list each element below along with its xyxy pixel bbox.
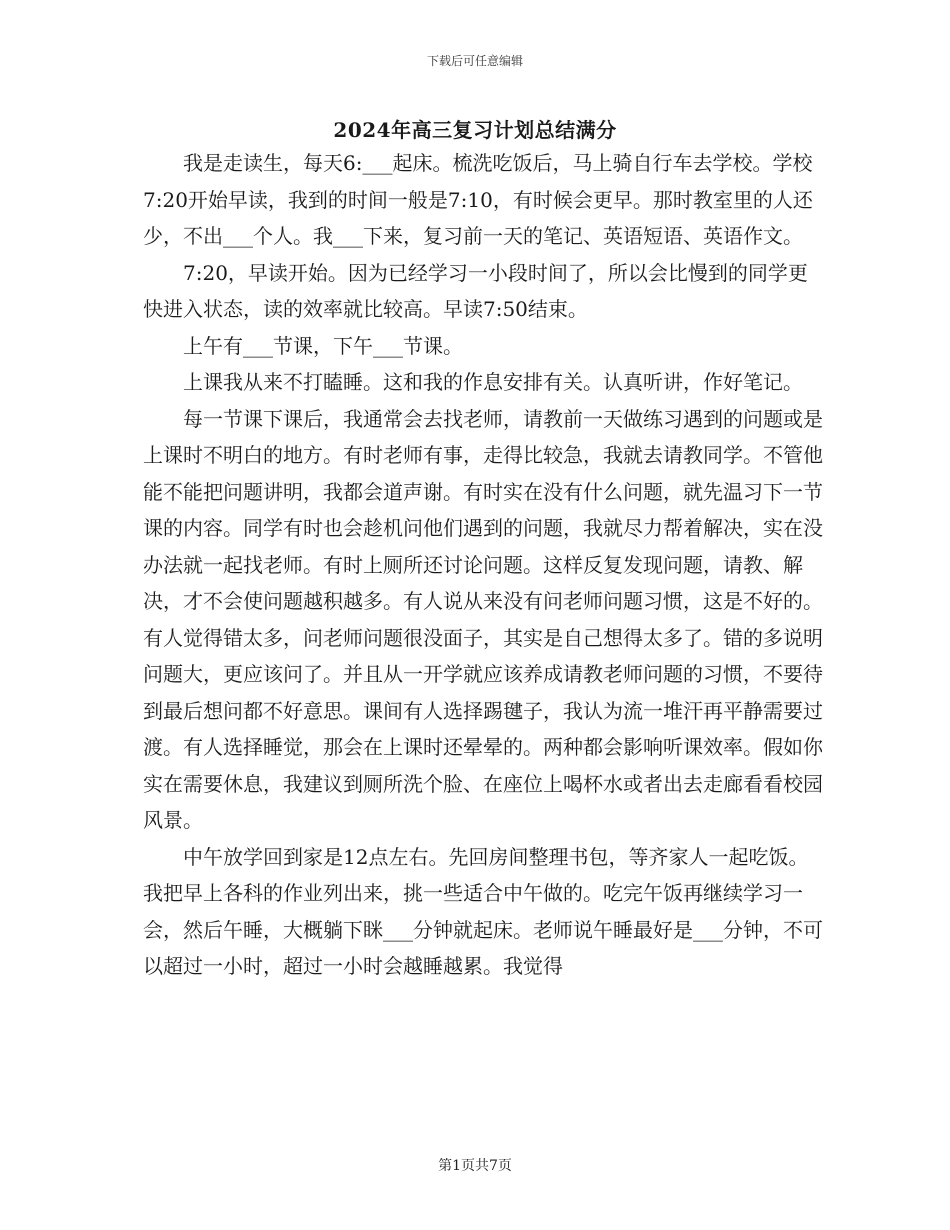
paragraph: 上午有___节课，下午___节课。	[183, 333, 463, 358]
paragraph: 每一节课下课后，我通常会去找老师，请教前一天做练习遇到的问题或是上课时不明白的地方。有时老师有事，走得比较急，我就去请教同学。不管他能不能把问题讲明，我都会道声谢。有时实在没有什么问题，就先温习下一节课的内容。同学有时也会趁机问他们遇到的问题，我就尽力帮着解决，实在没办法就一起找老师。有时上厕所还讨论问题。这样反复发现问题，请教、解决，才不会使问题越积越多。有人说从来没有问老师问题习惯，这是不好的。有人觉得错太多，问老师问题很没面子，其实是自己想得太多了。错的多说明问题大，更应该问了。并且从一开学就应该养成请教老师问题的习惯，不要待到最后想问都不好意思。课间有人选择踢毽子，我认为流一堆汗再平静需要过渡。有人选择睡觉，那会在上课时还晕晕的。两种都会影响听课效率。假如你实在需要休息，我建议到厕所洗个脸、在座位上喝杯水或者出去走廊看看校园风景。	[143, 406, 823, 832]
document-body	[143, 145, 823, 985]
paragraph: 我是走读生，每天6:___起床。梳洗吃饭后，马上骑自行车去学校。学校7:20开始早读，我到的时间一般是7:10，有时候会更早。那时教室里的人还少，不出___个人。我___下来，复习前一天的笔记、英语短语、英语作文。	[143, 151, 813, 248]
header-note: 下载后可任意编辑	[426, 54, 523, 68]
page-number-footer: 第1页共7页	[438, 1158, 512, 1174]
paragraph: 中午放学回到家是12点左右。先回房间整理书包，等齐家人一起吃饭。我把早上各科的作业列出来，挑一些适合中午做的。吃完午饭再继续学习一会，然后午睡，大概躺下眯___分钟就起床。老师说午睡最好是___分钟，不可以超过一小时，超过一小时会越睡越累。我觉得	[143, 844, 823, 978]
paragraph: 上课我从来不打瞌睡。这和我的作息安排有关。认真听讲，作好笔记。	[183, 370, 803, 394]
paragraph: 7:20，早读开始。因为已经学习一小段时间了，所以会比慢到的同学更快进入状态，读的效率就比较高。早读7:50结束。	[143, 260, 808, 321]
document-title: 2024年高三复习计划总结满分	[333, 118, 617, 142]
